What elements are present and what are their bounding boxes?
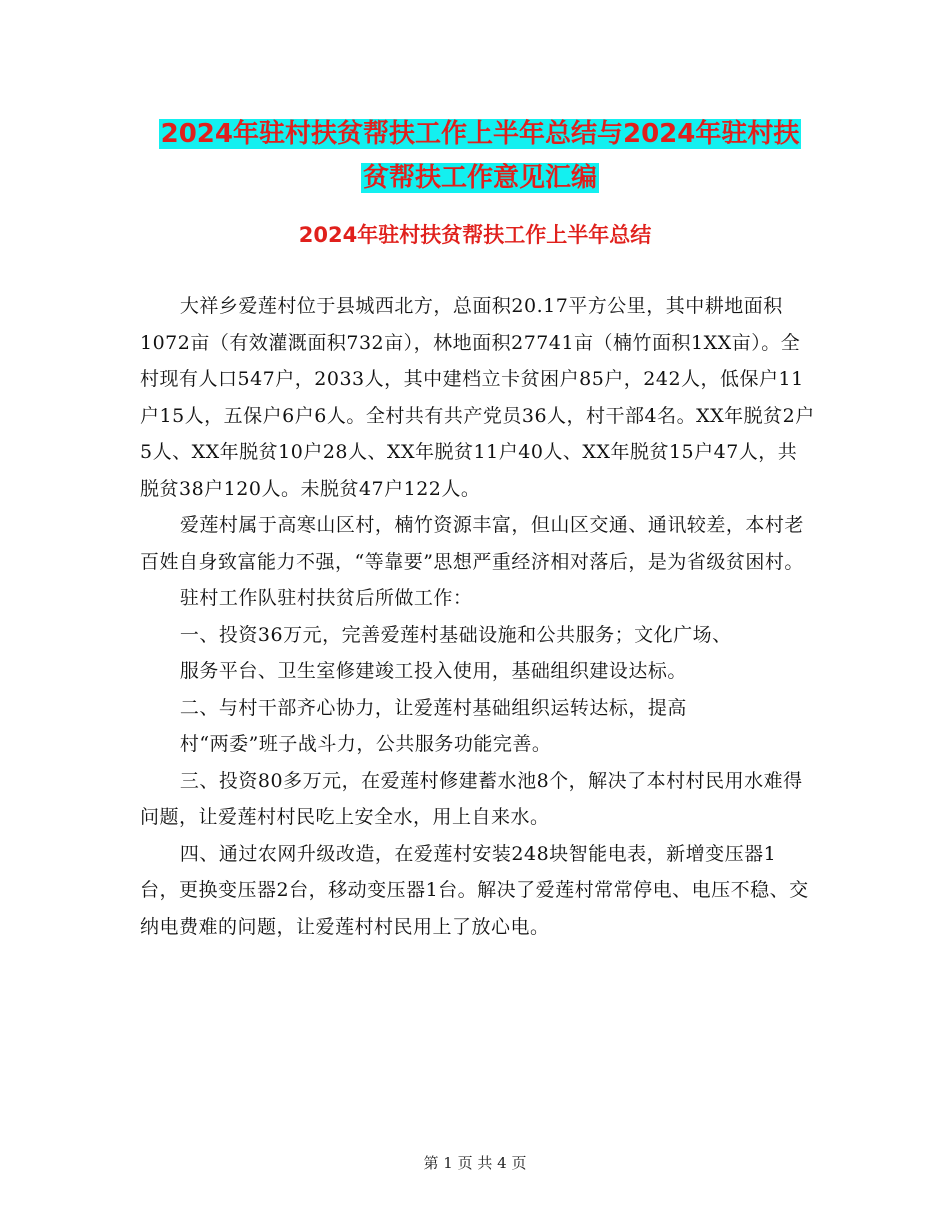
document-body <box>140 288 815 945</box>
list-item-text: 通过农网升级改造，在爱莲村安装248块智能电表，新增变压器1台，更换变压器2台，移动变压器1台。解决了爱莲村常常停电、电压不稳、交纳电费难的问题，让爱莲村村民用上了放心电。 <box>140 842 809 938</box>
paragraph-2: 爱莲村属于高寒山区村，楠竹资源丰富，但山区交通、通讯较差，本村老百姓自身致富能力不强，“等靠要”思想严重经济相对落后，是为省级贫困村。 <box>140 514 804 573</box>
list-item-2 <box>140 690 815 727</box>
list-item-text: 投资36万元，完善爱莲村基础设施和公共服务；文化广场、 <box>218 623 732 646</box>
document-title-line1: 2024年驻村扶贫帮扶工作上半年总结与2024年驻村扶 <box>160 119 800 149</box>
list-item-number: 三、 <box>179 769 219 792</box>
paragraph-3: 驻村工作队驻村扶贫后所做工作： <box>179 587 473 609</box>
list-item-text: 与村干部齐心协力，让爱莲村基础组织运转达标，提高 <box>218 696 687 719</box>
list-item-number: 四、 <box>179 842 219 865</box>
paragraph-1: 大祥乡爱莲村位于县城西北方，总面积20.17平方公里，其中耕地面积1072亩（有效灌溉面积732亩），林地面积27741亩（楠竹面积1XX亩）。全村现有人口547户，2033人，其中建档立卡贫困户85户，242人，低保户11户15人，五保户6户6人。全村共有共产党员36人，村干部4名。XX年脱贫2户5人、XX年脱贫10户28人、XX年脱贫11户40人、XX年脱贫15户47人，共脱贫38户120人。未脱贫47户122人。 <box>140 295 815 500</box>
page-footer: 第 1 页 共 4 页 <box>423 1154 527 1172</box>
list-item-number: 一、 <box>179 623 219 646</box>
list-item-3 <box>140 763 815 836</box>
document-title <box>140 112 820 200</box>
list-item-4 <box>140 836 815 946</box>
list-item-2-continuation: 村“两委”班子战斗力，公共服务功能完善。 <box>179 733 552 755</box>
section-title: 2024年驻村扶贫帮扶工作上半年总结 <box>298 223 652 247</box>
list-item-number: 二、 <box>179 696 219 719</box>
list-item-1-continuation: 服务平台、卫生室修建竣工投入使用，基础组织建设达标。 <box>179 660 687 682</box>
list-item-1 <box>140 617 815 654</box>
document-title-line2: 贫帮扶工作意见汇编 <box>362 163 597 194</box>
list-item-text: 投资80多万元，在爱莲村修建蓄水池8个，解决了本村村民用水难得问题，让爱莲村村民吃上安全水，用上自来水。 <box>140 769 803 828</box>
